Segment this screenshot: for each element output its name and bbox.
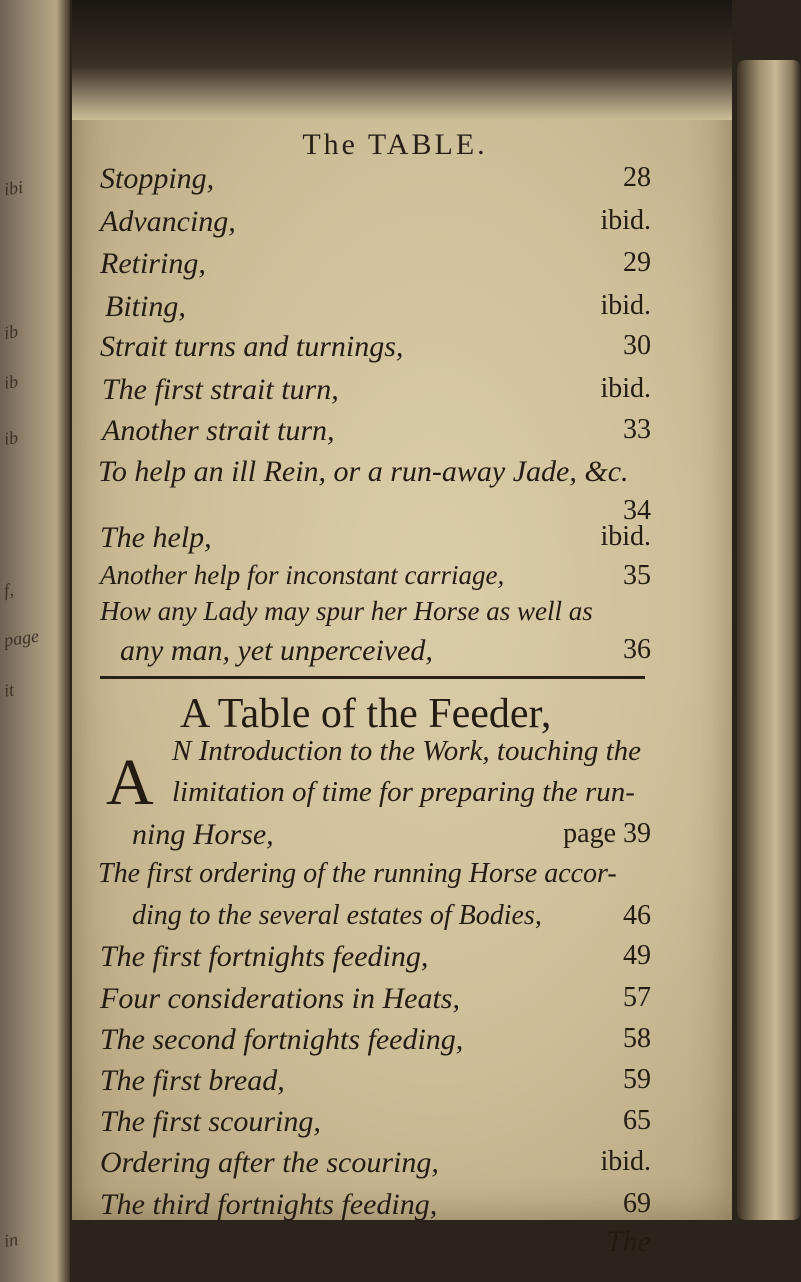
entry-page: page 39 (563, 818, 651, 849)
entry-page: 46 (623, 900, 651, 931)
table-entry (0, 373, 801, 413)
table-entry (0, 290, 801, 330)
catchword: The (606, 1225, 651, 1258)
section-title: A Table of the Feeder, (180, 691, 552, 737)
entry-title: Another strait turn, (102, 414, 335, 447)
margin-fragment: it (2, 679, 16, 701)
margin-fragment: f, (2, 579, 15, 601)
table-entry (0, 858, 801, 898)
entry-page: 65 (623, 1105, 651, 1136)
table-entry (0, 818, 801, 858)
entry-title: Biting, (105, 290, 186, 323)
entry-page: 69 (623, 1188, 651, 1219)
entry-page: 36 (623, 634, 651, 665)
entry-title: The first fortnights feeding, (100, 940, 429, 973)
table-entry (0, 596, 801, 636)
table-entry (0, 982, 801, 1022)
entry-page: ibid. (600, 521, 651, 552)
table-entry (0, 521, 801, 561)
catchword-row (0, 1225, 801, 1265)
margin-fragment: ib (2, 427, 20, 449)
table-entry (0, 1146, 801, 1186)
table-entry (0, 560, 801, 600)
entry-title: Another help for inconstant carriage, (100, 560, 505, 590)
entry-page: 29 (623, 247, 651, 278)
margin-fragment: ibi (2, 176, 25, 200)
entry-title: Four considerations in Heats, (100, 982, 460, 1015)
table-entry (0, 900, 801, 940)
entry-title: To help an ill Rein, or a run-away Jade, &c. (98, 455, 629, 488)
entry-title: Advancing, (100, 205, 236, 238)
entry-title: N Introduction to the Work, touching the (172, 735, 642, 767)
entry-title: ning Horse, (132, 818, 274, 851)
entry-page: 35 (623, 560, 651, 591)
entry-title: The first strait turn, (102, 373, 339, 406)
entry-title: Ordering after the scouring, (100, 1146, 439, 1179)
table-entry (0, 1064, 801, 1104)
entry-page: 49 (623, 940, 651, 971)
running-head: The TABLE. (302, 128, 488, 161)
margin-fragment: ib (2, 321, 20, 343)
table-entry (0, 940, 801, 980)
entry-title: How any Lady may spur her Horse as well as (100, 596, 593, 626)
entry-page: 34 (623, 495, 651, 526)
table-entry (0, 414, 801, 454)
entry-title: Strait turns and turnings, (100, 330, 404, 363)
entry-title: Stopping, (100, 162, 215, 195)
entry-title: any man, yet unperceived, (120, 634, 433, 667)
drop-cap: A (106, 746, 154, 819)
margin-fragment: page (2, 625, 41, 651)
table-entry (0, 330, 801, 370)
entry-title: The help, (100, 521, 212, 554)
table-entry (0, 1105, 801, 1145)
table-entry (0, 247, 801, 287)
entry-page: 33 (623, 414, 651, 445)
entry-page: ibid. (600, 373, 651, 404)
entry-page: ibid. (600, 290, 651, 321)
table-entry (0, 1023, 801, 1063)
table-entry (0, 162, 801, 202)
entry-page: 30 (623, 330, 651, 361)
margin-fragment: in (2, 1229, 20, 1251)
entry-page: ibid. (600, 205, 651, 236)
table-entry (0, 776, 801, 816)
table-entry (0, 455, 801, 495)
entry-page: 58 (623, 1023, 651, 1054)
entry-title: Retiring, (100, 247, 206, 280)
entry-title: The second fortnights feeding, (100, 1023, 464, 1056)
entry-page: 59 (623, 1064, 651, 1095)
entry-page: ibid. (600, 1146, 651, 1177)
section-divider (100, 676, 645, 679)
page-shadow (72, 0, 732, 120)
entry-page: 57 (623, 982, 651, 1013)
table-entry (0, 1188, 801, 1228)
entry-title: The first scouring, (100, 1105, 321, 1138)
table-entry (0, 205, 801, 245)
entry-title: The first bread, (100, 1064, 285, 1097)
entry-page: 28 (623, 162, 651, 193)
entry-title: The first ordering of the running Horse accor- (98, 858, 617, 889)
entry-title: limitation of time for preparing the run- (172, 776, 635, 808)
table-entry (0, 735, 801, 775)
entry-title: ding to the several estates of Bodies, (132, 900, 542, 931)
entry-title: The third fortnights feeding, (100, 1188, 438, 1221)
margin-fragment: ib (2, 371, 20, 393)
table-entry (0, 634, 801, 674)
